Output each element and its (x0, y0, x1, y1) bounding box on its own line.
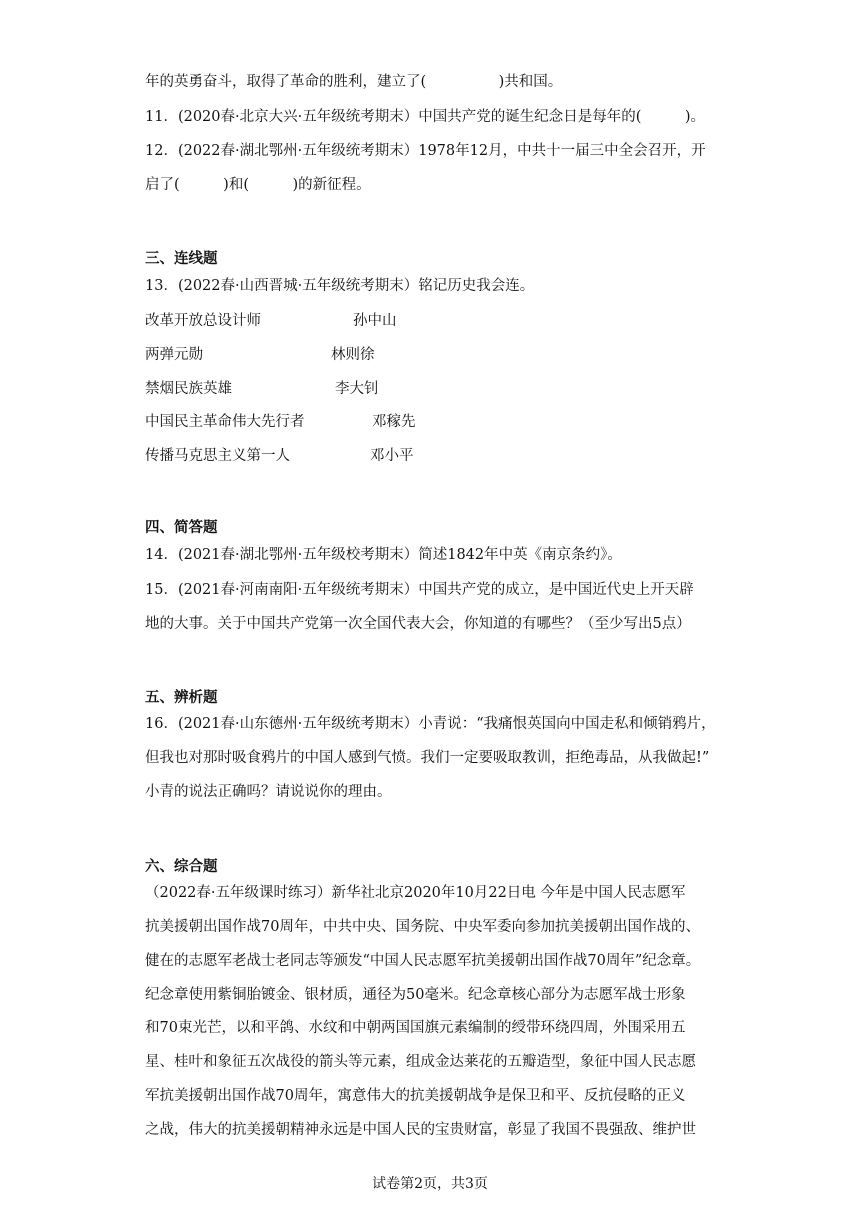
q10-tail: 年的英勇奋斗，取得了革命的胜利，建立了( )共和国。 (145, 74, 563, 90)
match-right-item: 邓稼先 (372, 414, 416, 430)
passage-line: 和70束光芒，以和平鸽、水纹和中朝两国国旗元素编制的绶带环绕四周，外围采用五 (145, 1020, 686, 1036)
passage-line: 健在的志愿军老战士老同志等颁发“中国人民志愿军抗美援朝出国作战70周年”纪念章。 (145, 953, 701, 969)
question-16-line1: 16．(2021春·山东德州·五年级统考期末）小青说：“我痛恨英国向中国走私和倾销鸦片， (145, 716, 716, 732)
passage-line: 之战，伟大的抗美援朝精神永远是中国人民的宝贵财富，彰显了我国不畏强敌、维护世 (145, 1122, 696, 1138)
match-left-item: 传播马克思主义第一人 (145, 448, 290, 464)
match-left-item: 中国民主革命伟大先行者 (145, 414, 305, 430)
section-6-heading: 六、综合题 (145, 858, 218, 875)
question-15-line1: 15．(2021春·河南南阳·五年级统考期末）中国共产党的成立，是中国近代史上开天辟 (145, 582, 694, 598)
section-4-heading: 四、简答题 (145, 519, 218, 536)
question-12-line2: 启了( )和( )的新征程。 (145, 177, 371, 193)
match-right-item: 邓小平 (370, 448, 414, 464)
passage-line: 军抗美援朝出国作战70周年，寓意伟大的抗美援朝战争是保卫和平、反抗侵略的正义 (145, 1088, 686, 1104)
question-16-line3: 小青的说法正确吗？请说说你的理由。 (145, 784, 392, 800)
match-left-item: 改革开放总设计师 (145, 313, 261, 329)
passage-line: 星、桂叶和象征五次战役的箭头等元素，组成金达莱花的五瓣造型，象征中国人民志愿 (145, 1054, 696, 1070)
question-11: 11．(2020春·北京大兴·五年级统考期末）中国共产党的诞生纪念日是每年的( )。 (145, 109, 706, 125)
section-5-heading: 五、辨析题 (145, 689, 218, 706)
question-12-line1: 12．(2022春·湖北鄂州·五年级统考期末）1978年12月，中共十一届三中全会召开，开 (145, 143, 706, 159)
passage-line: 抗美援朝出国作战70周年，中共中央、国务院、中央军委向参加抗美援朝出国作战的、 (145, 919, 700, 935)
match-right-item: 李大钊 (335, 381, 379, 397)
question-14: 14．(2021春·湖北鄂州·五年级校考期末）简述1842年中英《南京条约》。 (145, 547, 622, 563)
match-right-item: 林则徐 (331, 347, 375, 363)
question-16-line2: 但我也对那时吸食鸦片的中国人感到气愤。我们一定要吸取教训，拒绝毒品，从我做起!” (145, 750, 710, 766)
question-15-line2: 地的大事。关于中国共产党第一次全国代表大会，你知道的有哪些？（至少写出5点） (145, 616, 691, 632)
question-13: 13．(2022春·山西晋城·五年级统考期末）铭记历史我会连。 (145, 278, 535, 294)
page-footer: 试卷第2页，共3页 (372, 1176, 488, 1192)
passage-line: 纪念章使用紫铜胎镀金、银材质，通径为50毫米。纪念章核心部分为志愿军战士形象 (145, 987, 686, 1003)
section-3-heading: 三、连线题 (145, 250, 218, 267)
passage-line: （2022春·五年级课时练习）新华社北京2020年10月22日电 今年是中国人民志愿军 (145, 885, 686, 901)
match-left-item: 两弹元勋 (145, 347, 203, 363)
match-right-item: 孙中山 (353, 313, 397, 329)
match-left-item: 禁烟民族英雄 (145, 381, 232, 397)
